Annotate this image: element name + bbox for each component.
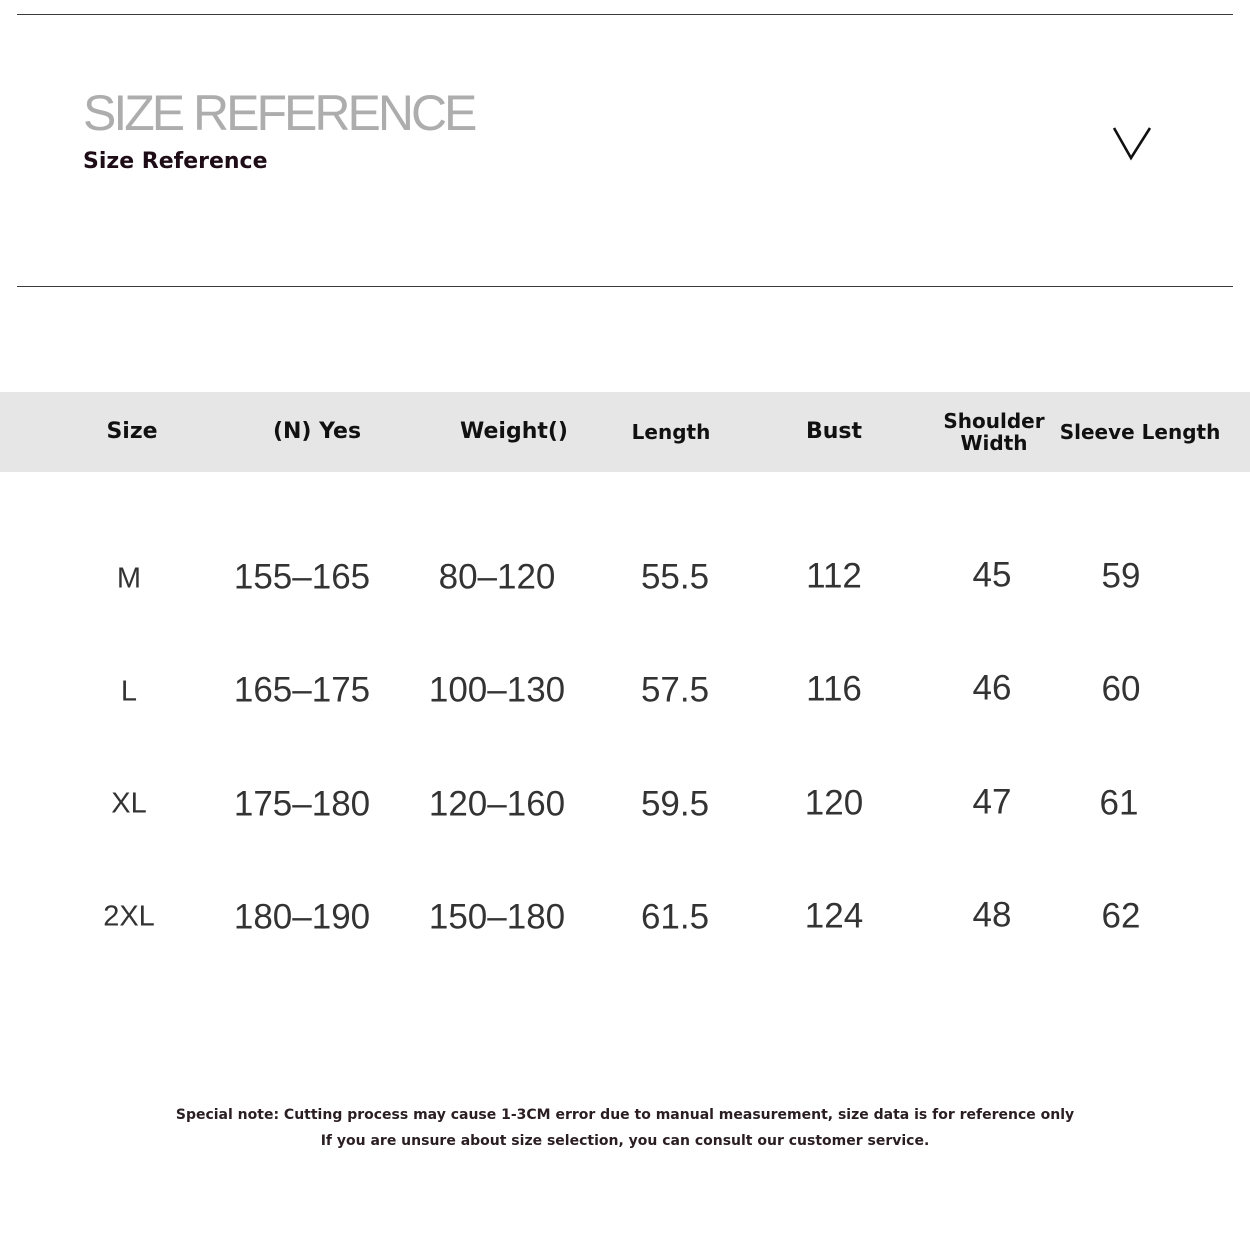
size-cell: XL — [111, 787, 147, 820]
length-cell: 61.5 — [640, 897, 710, 937]
shoulder-width-cell: 45 — [972, 555, 1012, 595]
length-cell: 55.5 — [640, 557, 710, 597]
bust-cell: 116 — [806, 669, 862, 709]
weight-cell: 120–160 — [428, 784, 566, 824]
column-header-sleeve-length: Sleeve Length — [1059, 420, 1221, 444]
special-note: Special note: Cutting process may cause 1-3CM error due to manual measurement, size data is for reference only — [175, 1107, 1075, 1123]
bust-cell: 120 — [804, 783, 864, 823]
sleeve-length-cell: 59 — [1101, 556, 1141, 596]
height-cell: 175–180 — [233, 784, 371, 824]
customer-service-note: If you are unsure about size selection, you can consult our customer service. — [320, 1133, 930, 1149]
column-header-height: (N) Yes — [272, 418, 362, 444]
shoulder-width-cell: 46 — [972, 668, 1012, 708]
column-header-weight: Weight() — [460, 418, 568, 444]
size-cell: L — [120, 675, 138, 708]
size-cell: M — [116, 562, 142, 595]
chevron-down-icon — [1112, 125, 1152, 161]
column-header-size: Size — [106, 418, 158, 444]
height-cell: 165–175 — [233, 670, 371, 710]
bust-cell: 124 — [804, 896, 864, 936]
column-header-shoulder-width: Shoulder Width — [943, 409, 1045, 455]
bust-cell: 112 — [806, 556, 862, 596]
sleeve-length-cell: 60 — [1101, 669, 1141, 709]
length-cell: 59.5 — [640, 784, 710, 824]
section-divider — [17, 286, 1233, 287]
weight-cell: 80–120 — [438, 557, 556, 597]
length-cell: 57.5 — [640, 670, 710, 710]
weight-cell: 150–180 — [428, 897, 566, 937]
shoulder-width-cell: 48 — [972, 895, 1012, 935]
sleeve-length-cell: 62 — [1101, 896, 1141, 936]
shoulder-width-cell: 47 — [972, 782, 1012, 822]
column-header-length: Length — [631, 420, 711, 444]
weight-cell: 100–130 — [428, 670, 566, 710]
top-divider — [17, 14, 1233, 15]
column-header-bust: Bust — [805, 418, 863, 444]
size-cell: 2XL — [103, 900, 155, 933]
page-title: SIZE REFERENCE — [83, 85, 475, 141]
height-cell: 155–165 — [233, 557, 371, 597]
height-cell: 180–190 — [233, 897, 371, 937]
sleeve-length-cell: 61 — [1099, 783, 1139, 823]
page-subtitle: Size Reference — [83, 149, 268, 174]
